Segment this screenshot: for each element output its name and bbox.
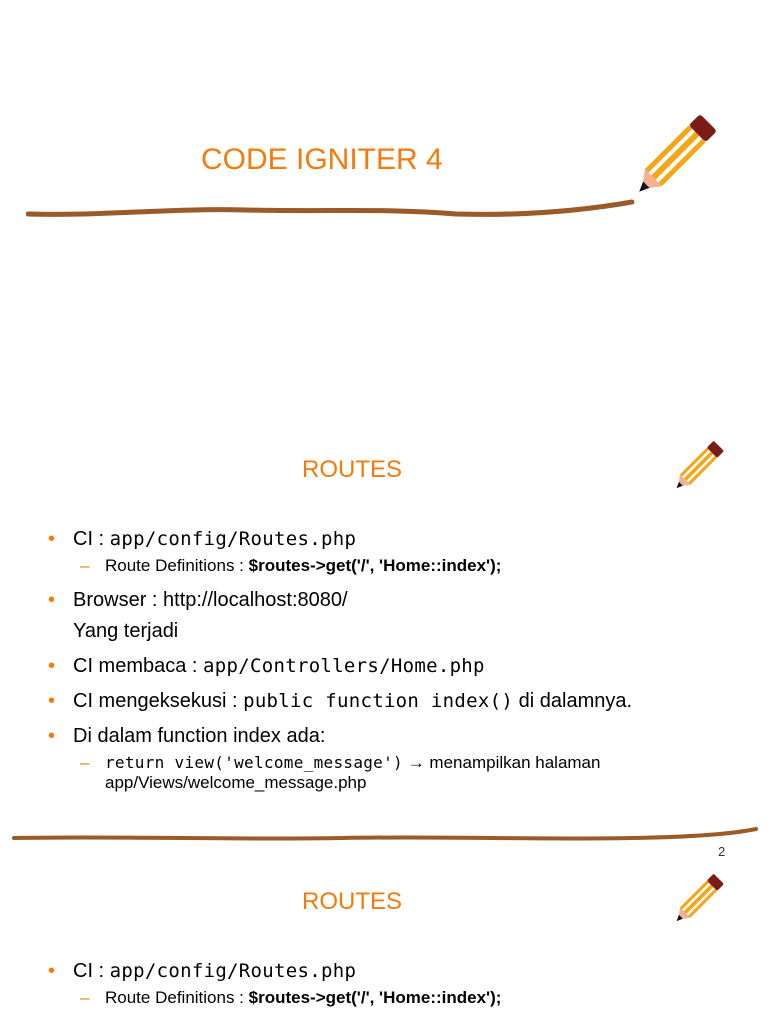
dash-icon: – — [80, 988, 90, 1007]
list-item — [48, 959, 748, 983]
bullet-icon: • — [48, 589, 56, 611]
bullet-icon: • — [48, 725, 56, 747]
bullet-icon: • — [48, 655, 56, 677]
page-number: 2 — [718, 844, 726, 859]
underline-stroke — [12, 826, 758, 850]
bullet-text: Di dalam function index ada: — [73, 725, 326, 747]
code-text: app/config/Routes.php — [109, 960, 357, 982]
sub-list-item — [48, 556, 748, 576]
dash-icon: – — [80, 753, 90, 772]
bullet-icon: • — [48, 528, 56, 550]
bullet-text: di dalamnya. — [513, 690, 633, 712]
list-item — [48, 724, 748, 748]
dash-icon: – — [80, 556, 90, 575]
pencil-icon — [668, 437, 730, 495]
list-item-continuation — [48, 619, 748, 643]
list-item — [48, 689, 748, 713]
bullet-list — [48, 959, 748, 1020]
bullet-text: Yang terjadi — [73, 620, 179, 642]
list-item — [48, 588, 748, 612]
underline-stroke — [26, 196, 636, 220]
sub-list-item — [48, 988, 748, 1008]
sub-list-item — [48, 753, 748, 793]
bullet-icon: • — [48, 690, 56, 712]
list-item — [48, 654, 748, 678]
sub-label: Route Definitions : — [105, 556, 249, 575]
pencil-icon — [626, 108, 726, 203]
sub-label: Route Definitions : — [105, 988, 249, 1007]
slide-heading: ROUTES — [302, 888, 403, 915]
code-text: app/config/Routes.php — [109, 528, 357, 550]
code-text: return view('welcome_message') — [105, 753, 403, 772]
slide-routes-repeat — [0, 860, 768, 1024]
list-item — [48, 527, 748, 551]
slide-title — [0, 0, 768, 400]
code-text: app/Controllers/Home.php — [203, 655, 485, 677]
bullet-label: CI mengeksekusi : — [73, 690, 244, 712]
slide-heading: ROUTES — [302, 456, 403, 483]
sub-text: → menampilkan halaman — [402, 753, 601, 772]
bullet-label: CI : — [73, 960, 110, 982]
bullet-list — [48, 527, 748, 805]
bullet-label: CI : — [73, 528, 110, 550]
route-code: $routes->get('/', 'Home::index'); — [248, 988, 502, 1007]
bullet-label: CI membaca : — [73, 655, 204, 677]
bullet-icon: • — [48, 960, 56, 982]
bullet-text: Browser : http://localhost:8080/ — [73, 589, 348, 611]
code-text: public function index() — [243, 690, 514, 712]
slide-title-text: CODE IGNITER 4 — [201, 143, 443, 176]
pencil-icon — [668, 870, 730, 928]
slide-routes — [0, 420, 768, 860]
sub-text: app/Views/welcome_message.php — [105, 773, 367, 792]
route-code: $routes->get('/', 'Home::index'); — [248, 556, 502, 575]
